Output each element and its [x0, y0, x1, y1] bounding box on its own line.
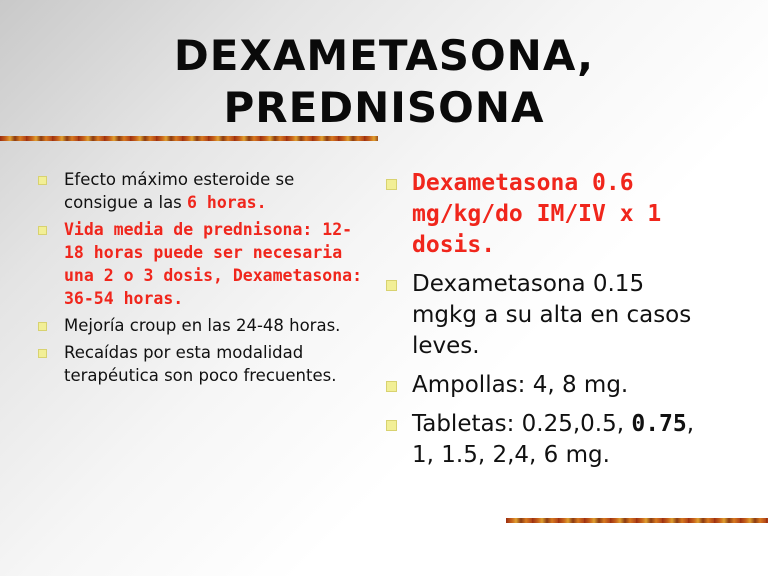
- bullet-text-tail: , 1, 1.5, 2,4, 6 mg.: [412, 411, 695, 468]
- slide-title-line-1: DEXAMETASONA,: [173, 31, 595, 80]
- bullet-text: Tabletas: 0.25,0.5,: [412, 411, 632, 437]
- square-bullet-icon: [38, 176, 47, 185]
- list-item: [38, 218, 368, 310]
- list-item: [38, 314, 368, 337]
- bullet-text: Dexametasona 0.15 mgkg a su alta en casos leves.: [412, 271, 692, 359]
- left-bullet-list: [38, 168, 368, 391]
- square-bullet-icon: [38, 226, 47, 235]
- list-item: [38, 341, 368, 387]
- square-bullet-icon: [386, 179, 397, 190]
- list-item: [386, 269, 716, 362]
- square-bullet-icon: [386, 381, 397, 392]
- list-item: [386, 168, 716, 261]
- square-bullet-icon: [38, 349, 47, 358]
- square-bullet-icon: [386, 420, 397, 431]
- list-item: [38, 168, 368, 214]
- bullet-text: Ampollas: 4, 8 mg.: [412, 372, 629, 398]
- square-bullet-icon: [38, 322, 47, 331]
- bullet-text: Efecto máximo esteroide se consigue a las: [64, 170, 295, 212]
- right-bullet-list: [386, 168, 716, 479]
- bullet-highlight-text: 6 horas.: [187, 193, 267, 212]
- list-item: [386, 409, 716, 471]
- bullet-text: Recaídas por esta modalidad terapéutica son poco frecuentes.: [64, 343, 337, 385]
- bullet-text: Vida media de prednisona: 12-18 horas puede ser necesaria una 2 o 3 dosis, Dexametasona: 36-54 horas.: [64, 220, 363, 308]
- decorative-rule-top: [0, 136, 378, 141]
- list-item: [386, 370, 716, 401]
- bullet-text: Dexametasona 0.6 mg/kg/do IM/IV x 1 dosis.: [412, 170, 662, 258]
- square-bullet-icon: [386, 280, 397, 291]
- slide-title-line-2: PREDNISONA: [223, 83, 545, 132]
- decorative-rule-bottom: [506, 518, 768, 523]
- bullet-bold-text: 0.75: [631, 411, 687, 437]
- slide-title: [0, 30, 768, 134]
- bullet-text: Mejoría croup en las 24-48 horas.: [64, 316, 341, 335]
